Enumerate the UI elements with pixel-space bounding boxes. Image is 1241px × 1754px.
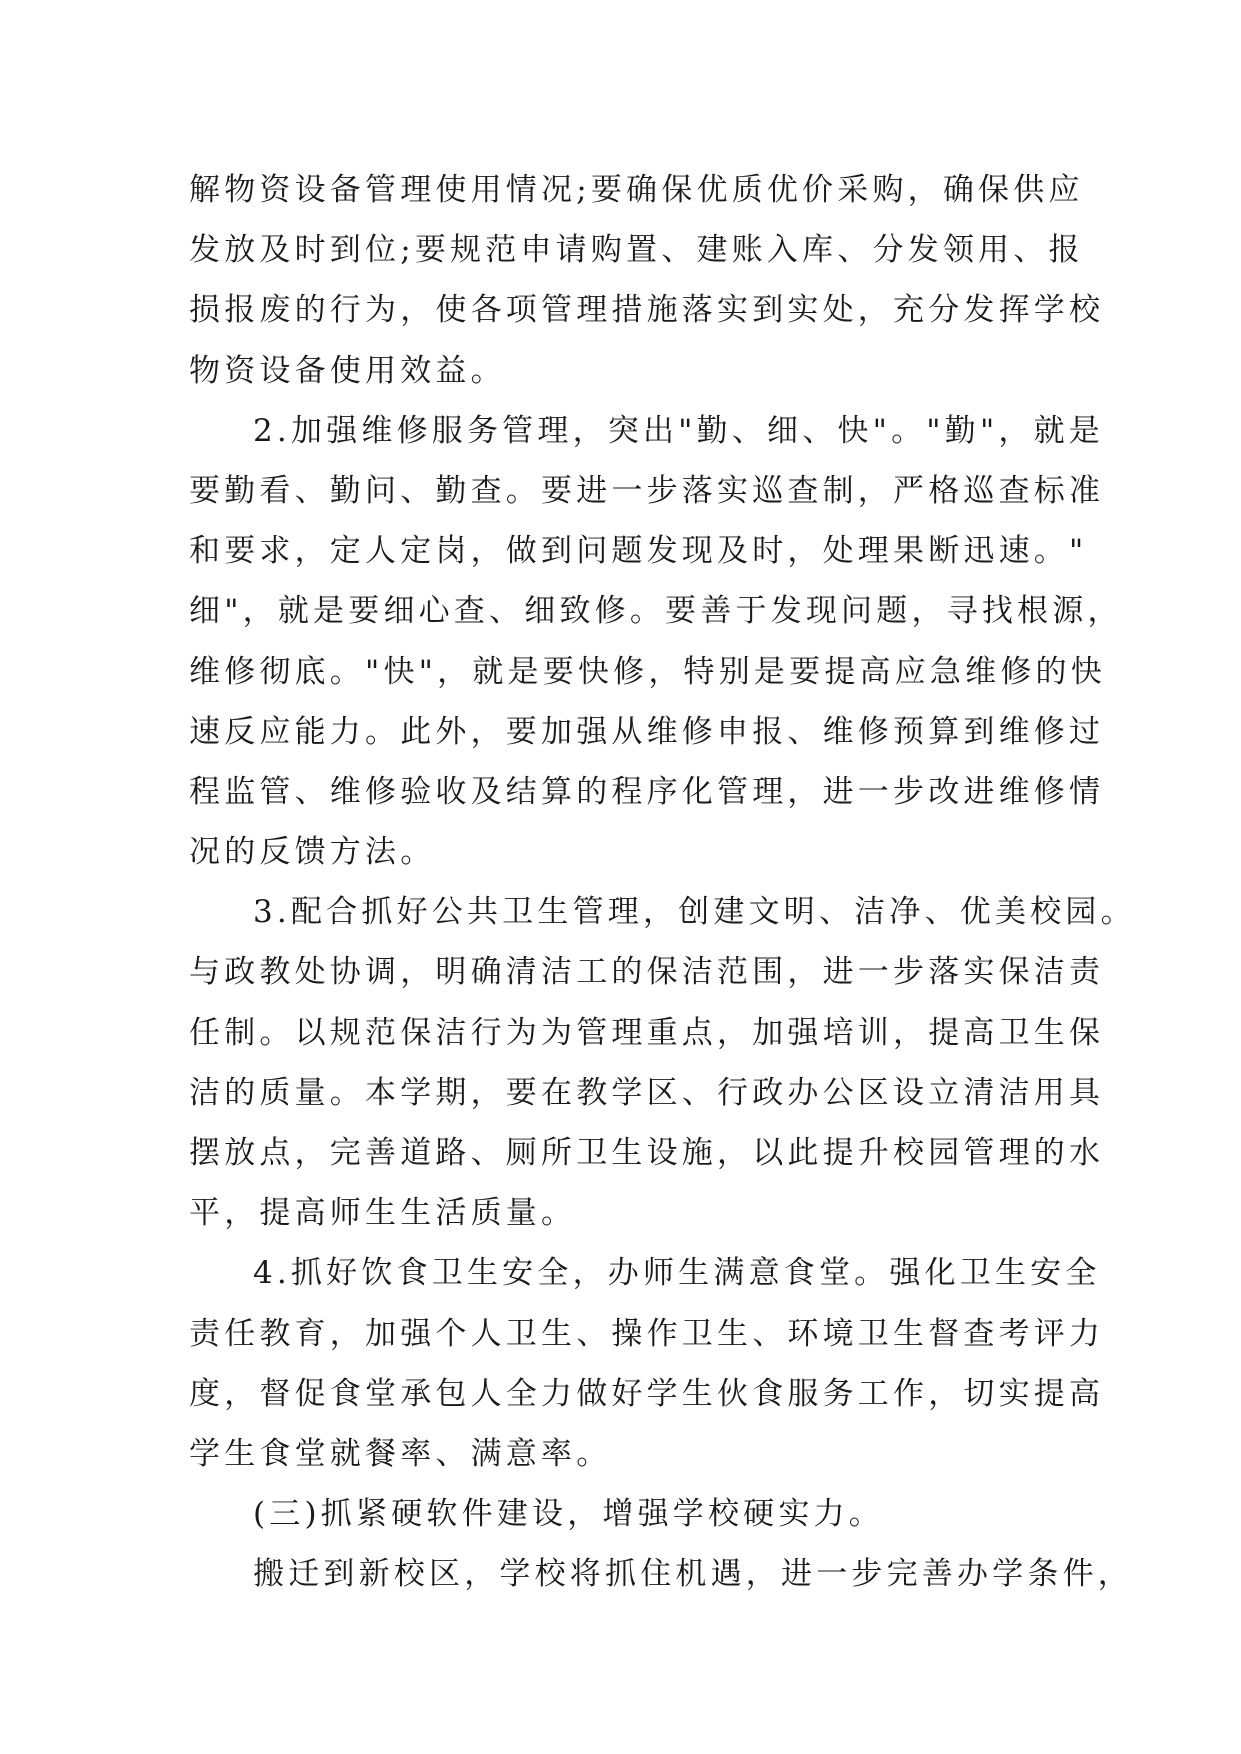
paragraph-start-line: 4.抓好饮食卫生安全，办师生满意食堂。强化卫生安全 <box>253 1255 1101 1292</box>
text-line: 任制。以规范保洁行为为管理重点，加强培训，提高卫生保 <box>189 1014 1105 1051</box>
text-line: 和要求，定人定岗，做到问题发现及时，处理果断迅速。" <box>189 533 1088 570</box>
paragraph-start-line: 2.加强维修服务管理，突出"勤、细、快"。"勤"，就是 <box>253 412 1105 449</box>
text-line: 发放及时到位;要规范申请购置、建账入库、分发领用、报 <box>189 232 1084 269</box>
text-line: 度，督促食堂承包人全力做好学生伙食服务工作，切实提高 <box>189 1375 1105 1412</box>
text-line: 洁的质量。本学期，要在教学区、行政办公区设立清洁用具 <box>189 1074 1105 1111</box>
text-line: 摆放点，完善道路、厕所卫生设施，以此提升校园管理的水 <box>189 1135 1105 1171</box>
text-line: 程监管、维修验收及结算的程序化管理，进一步改进维修情 <box>189 773 1105 810</box>
text-line: 况的反馈方法。 <box>189 834 436 871</box>
text-line: 损报废的行为，使各项管理措施落实到实处，充分发挥学校 <box>189 292 1105 329</box>
text-line: 与政教处协调，明确清洁工的保洁范围，进一步落实保洁责 <box>189 954 1105 991</box>
text-line: 细"，就是要细心查、细致修。要善于发现问题，寻找根源， <box>189 593 1123 630</box>
paragraph-start-line: 3.配合抓好公共卫生管理，创建文明、洁净、优美校园。 <box>253 894 1136 931</box>
text-line: 速反应能力。此外，要加强从维修申报、维修预算到维修过 <box>189 713 1105 750</box>
section-heading: (三)抓紧硬软件建设，增强学校硬实力。 <box>253 1496 884 1533</box>
text-line: 维修彻底。"快"，就是要快修，特别是要提高应急维修的快 <box>189 653 1106 690</box>
text-line: 解物资设备管理使用情况;要确保优质优价采购，确保供应 <box>189 172 1084 208</box>
text-line: 要勤看、勤问、勤查。要进一步落实巡查制，严格巡查标准 <box>189 472 1105 509</box>
document-body <box>189 160 1136 1605</box>
text-line: 平，提高师生生活质量。 <box>189 1195 577 1232</box>
text-line: 物资设备使用效益。 <box>189 352 506 389</box>
paragraph-start-line: 搬迁到新校区，学校将抓住机遇，进一步完善办学条件， <box>253 1556 1133 1593</box>
text-line: 责任教育，加强个人卫生、操作卫生、环境卫生督查考评力 <box>189 1315 1105 1352</box>
text-line: 学生食堂就餐率、满意率。 <box>189 1435 612 1472</box>
